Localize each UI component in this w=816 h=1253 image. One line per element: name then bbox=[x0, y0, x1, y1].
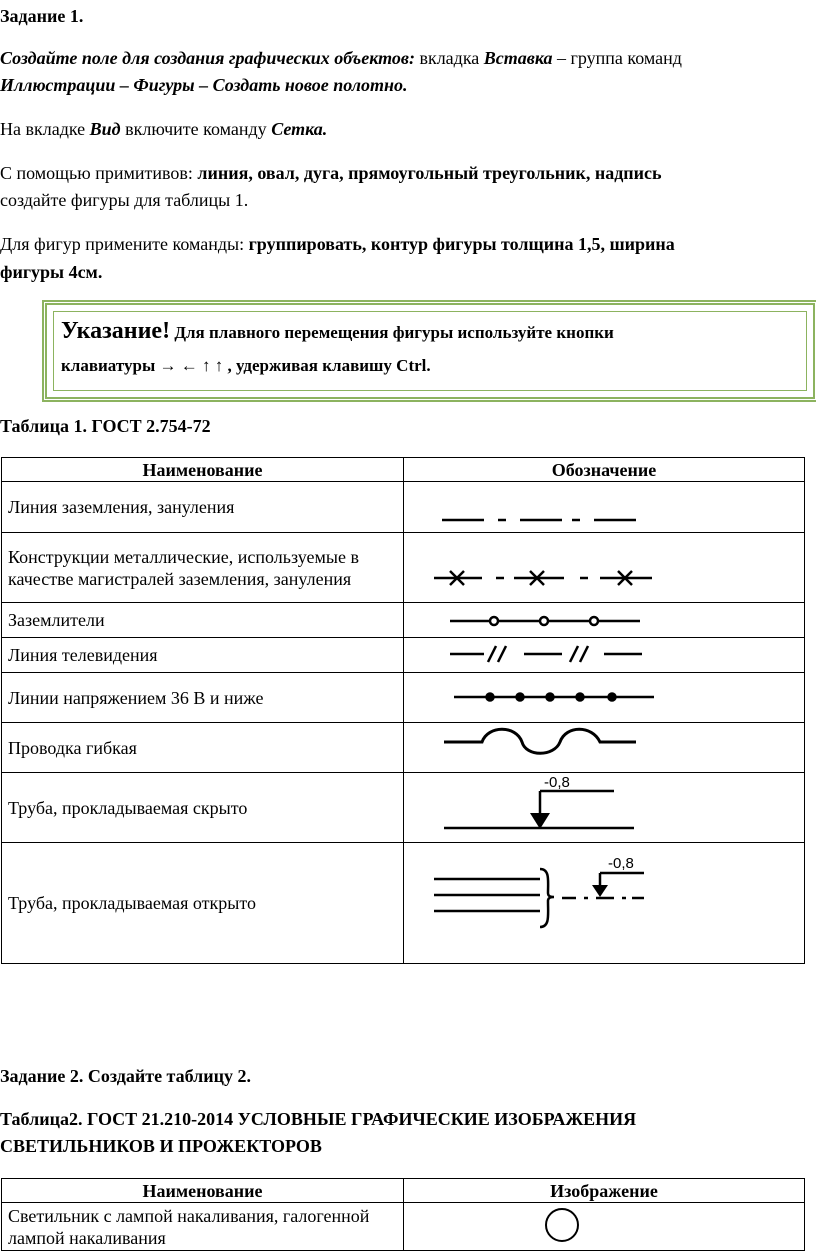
open-pipe-symbol bbox=[404, 843, 804, 963]
table1-row-name: Заземлители bbox=[2, 603, 404, 638]
table2-header-name: Наименование bbox=[2, 1179, 404, 1203]
hint-callout bbox=[42, 300, 816, 402]
tv-line-symbol bbox=[404, 638, 804, 672]
table-row bbox=[2, 603, 805, 638]
table-row bbox=[2, 773, 805, 843]
task1-paragraph-3 bbox=[0, 160, 662, 187]
table1-row-symbol bbox=[404, 638, 805, 673]
table1-header-row bbox=[2, 458, 805, 482]
task1-p2-text2: включите команду bbox=[120, 119, 272, 139]
task1-p3-bold: линия, овал, дуга, прямоугольный треугольник, надпись bbox=[197, 163, 662, 183]
table1-row-name: Конструкции металлические, используемые в качестве магистралей заземления, зануления bbox=[2, 533, 404, 603]
table1-row-name: Линии напряжением 36 В и ниже bbox=[2, 673, 404, 723]
task1-p3-text1: С помощью примитивов: bbox=[0, 163, 198, 183]
flexible-wiring-symbol bbox=[404, 723, 804, 772]
table1 bbox=[1, 457, 805, 964]
table2-caption-line1: Таблица2. ГОСТ 21.210-2014 УСЛОВНЫЕ ГРАФИЧЕСКИЕ ИЗОБРАЖЕНИЯ bbox=[0, 1109, 637, 1129]
task1-p4-bold: группировать, контур фигуры толщина 1,5, ширина bbox=[248, 234, 675, 254]
hidden-pipe-label: -0,8 bbox=[544, 774, 570, 791]
task2-title: Задание 2. Создайте таблицу 2. bbox=[0, 1066, 252, 1086]
table1-row-symbol bbox=[404, 533, 805, 603]
task1-paragraph-3-line2: создайте фигуры для таблицы 1. bbox=[0, 190, 249, 210]
task1-p2-text1: На вкладке bbox=[0, 119, 90, 139]
table2-row-name: Светильник с лампой накаливания, галогенной лампой накаливания bbox=[2, 1203, 404, 1251]
table1-header-name: Наименование bbox=[2, 458, 404, 482]
table1-row-symbol bbox=[404, 673, 805, 723]
table-row bbox=[2, 638, 805, 673]
table1-row-name: Труба, прокладываемая открыто bbox=[2, 843, 404, 964]
grounding-electrodes-symbol bbox=[404, 603, 804, 637]
table2-header-image: Изображение bbox=[404, 1179, 805, 1203]
table-row bbox=[2, 482, 805, 533]
task1-paragraph-4 bbox=[0, 231, 675, 258]
table1-caption: Таблица 1. ГОСТ 2.754-72 bbox=[0, 416, 211, 436]
table2-row-symbol bbox=[404, 1203, 805, 1251]
table1-row-name: Проводка гибкая bbox=[2, 723, 404, 773]
hint-callout-text1: Для плавного перемещения фигуры используйте кнопки bbox=[170, 323, 614, 342]
task1-p1-italic: Создайте поле для создания графических объектов: bbox=[0, 48, 415, 68]
task1-p1-vstavka: Вставка bbox=[483, 48, 553, 68]
table1-header-symbol: Обозначение bbox=[404, 458, 805, 482]
table-row bbox=[2, 843, 805, 964]
table2-caption-line2: СВЕТИЛЬНИКОВ И ПРОЖЕКТОРОВ bbox=[0, 1136, 322, 1156]
task1-p2-vid: Вид bbox=[89, 119, 121, 139]
task1-p4-text1: Для фигур примените команды: bbox=[0, 234, 249, 254]
task1-paragraph-1 bbox=[0, 45, 682, 72]
task1-paragraph-2 bbox=[0, 116, 327, 143]
table2 bbox=[1, 1178, 805, 1251]
table-row bbox=[2, 673, 805, 723]
table1-row-symbol bbox=[404, 723, 805, 773]
task1-title: Задание 1. bbox=[0, 6, 84, 26]
task1-paragraph-4-line2: фигуры 4см. bbox=[0, 262, 103, 282]
ground-line-symbol bbox=[404, 482, 804, 532]
hint-callout-title: Указание! bbox=[61, 318, 171, 344]
task1-p1-text1: вкладка bbox=[414, 48, 484, 68]
table1-row-name: Труба, прокладываемая скрыто bbox=[2, 773, 404, 843]
table-row bbox=[2, 533, 805, 603]
table-row bbox=[2, 723, 805, 773]
task1-p1-text2: – группа команд bbox=[552, 48, 682, 68]
hidden-pipe-symbol bbox=[404, 773, 804, 842]
table-row bbox=[2, 1203, 805, 1251]
task1-paragraph-1-line2: Иллюстрации – Фигуры – Создать новое полотно. bbox=[0, 75, 408, 95]
table1-row-symbol bbox=[404, 843, 805, 964]
low-voltage-line-symbol bbox=[404, 673, 804, 722]
table1-row-symbol bbox=[404, 773, 805, 843]
metal-construction-symbol bbox=[404, 533, 804, 602]
table1-row-name: Линия заземления, зануления bbox=[2, 482, 404, 533]
hint-callout-text bbox=[61, 315, 614, 382]
hint-callout-text2: клавиатуры → ← ↑ ↑ , удерживая клавишу Ctrl. bbox=[61, 356, 431, 375]
incandescent-lamp-circle-symbol bbox=[404, 1203, 804, 1250]
table1-row-symbol bbox=[404, 603, 805, 638]
table1-row-name: Линия телевидения bbox=[2, 638, 404, 673]
table2-header-row bbox=[2, 1179, 805, 1203]
open-pipe-label: -0,8 bbox=[608, 855, 634, 872]
task1-p2-setka: Сетка. bbox=[271, 119, 328, 139]
table1-row-symbol bbox=[404, 482, 805, 533]
